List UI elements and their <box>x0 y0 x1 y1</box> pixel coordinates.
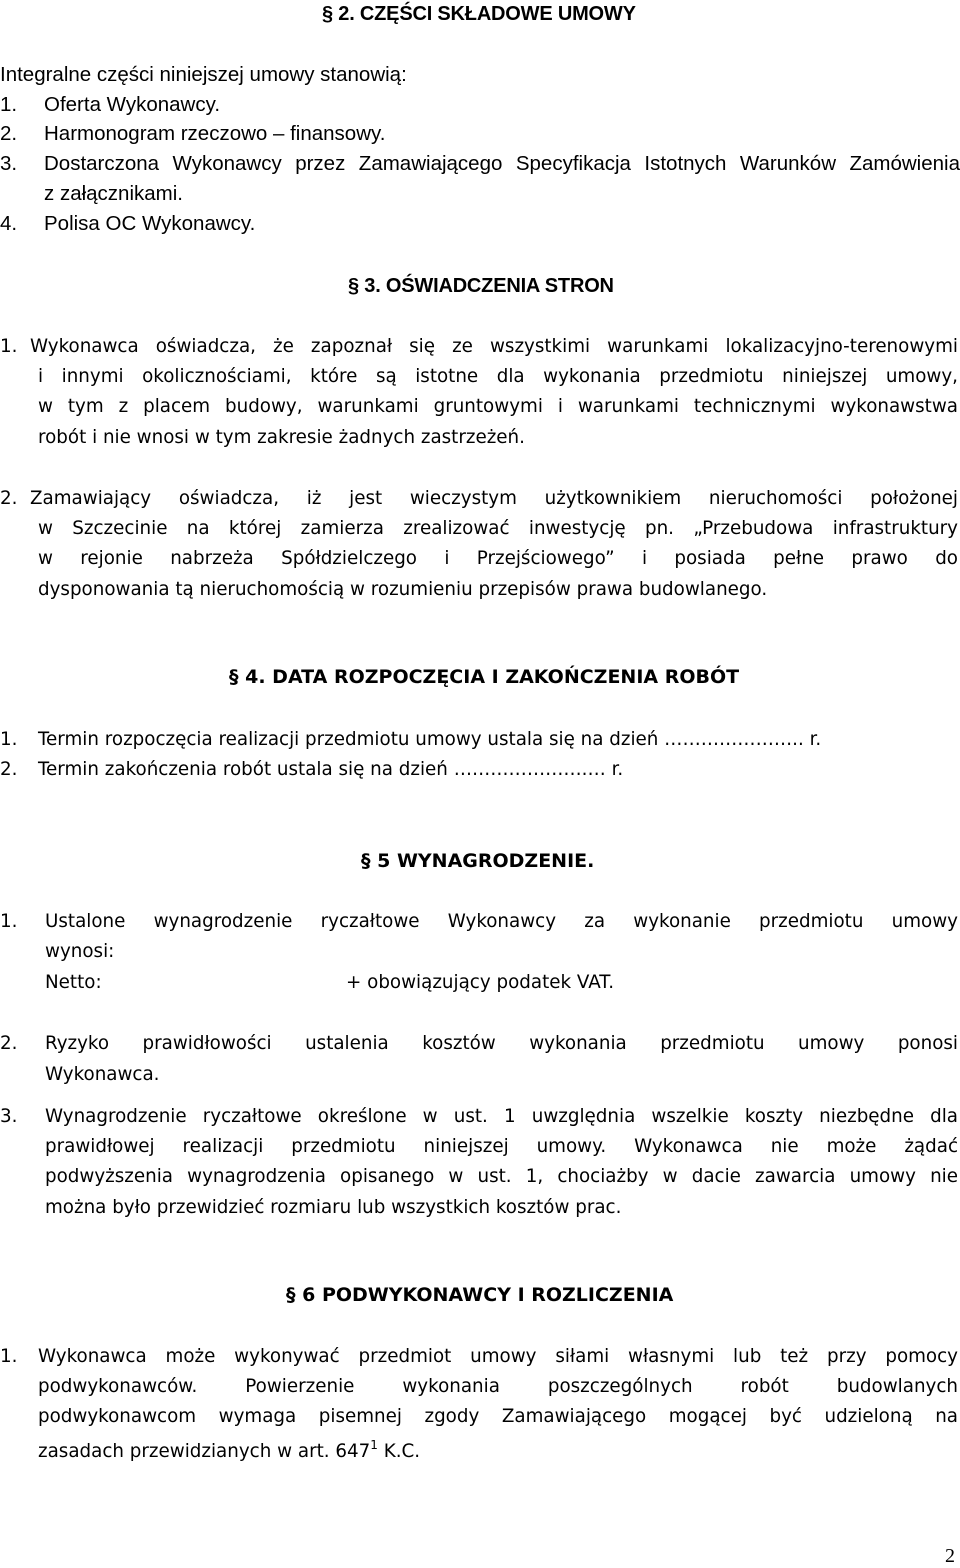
section-4-title: § 4. DATA ROZPOCZĘCIA I ZAKOŃCZENIA ROBÓT <box>229 666 740 688</box>
list-item-text: Termin rozpoczęcia realizacji przedmiotu umowy ustala się na dzień ………………….. r. <box>38 729 822 750</box>
section-2-title: § 2. CZĘŚCI SKŁADOWE UMOWY <box>322 3 636 25</box>
paragraph-line: Zamawiający oświadcza, iż jest wieczystym użytkownikiem nieruchomości położonej <box>30 488 958 509</box>
paragraph-line: Wykonawca może wykonywać przedmiot umowy siłami własnymi lub też przy pomocy <box>38 1346 958 1367</box>
paragraph-line: Wykonawca oświadcza, że zapoznał się ze wszystkimi warunkami lokalizacyjno-terenowymi <box>30 336 958 357</box>
section-5-title: § 5 WYNAGRODZENIE. <box>361 850 595 872</box>
page-number: 2 <box>945 1545 955 1567</box>
list-item-text: Polisa OC Wykonawcy. <box>44 212 256 235</box>
list-item-line: podwyższenia wynagrodzenia opisanego w ust. 1, chociażby w dacie zawarcia umowy nie <box>45 1166 958 1187</box>
paragraph-line: w rejonie nabrzeża Spółdzielczego i Przejściowego” i posiada pełne prawo do <box>38 548 958 569</box>
list-item-text: Dostarczona Wykonawcy przez Zamawiającego Specyfikacja Istotnych Warunków Zamówienia <box>44 152 960 175</box>
list-item-text: Termin zakończenia robót ustala się na dzień ………………….… r. <box>38 759 624 780</box>
list-item-line: można było przewidzieć rozmiaru lub wszystkich kosztów prac. <box>45 1197 622 1218</box>
list-item-number: 3. <box>0 152 18 175</box>
section-6-title: § 6 PODWYKONAWCY I ROZLICZENIA <box>286 1284 674 1306</box>
list-item-line: Wynagrodzenie ryczałtowe określone w ust. 1 uwzględnia wszelkie koszty niezbędne dla <box>45 1106 958 1127</box>
list-item-number: 2. <box>0 122 18 145</box>
line-text: K.C. <box>377 1441 421 1462</box>
list-item-line: Ryzyko prawidłowości ustalenia kosztów wykonania przedmiotu umowy ponosi <box>45 1033 958 1054</box>
list-item-number: 1. <box>0 729 18 750</box>
list-item-line: prawidłowej realizacji przedmiotu niniejszej umowy. Wykonawca nie może żądać <box>45 1136 958 1157</box>
paragraph-number: 1. <box>0 336 18 357</box>
list-item-number: 1. <box>0 93 18 116</box>
list-item-text: Oferta Wykonawcy. <box>44 93 221 116</box>
paragraph-line: w Szczecinie na której zamierza zrealizować inwestycję pn. „Przebudowa infrastruktury <box>38 518 958 539</box>
paragraph-line: w tym z placem budowy, warunkami gruntowymi i warunkami technicznymi wykonawstwa <box>38 396 958 417</box>
paragraph-last-line <box>38 1439 420 1461</box>
netto-value: + obowiązujący podatek VAT. <box>346 972 615 993</box>
list-item-line: wynosi: <box>45 941 115 962</box>
list-item-number: 4. <box>0 212 18 235</box>
paragraph-line: robót i nie wnosi w tym zakresie żadnych zastrzeżeń. <box>38 427 525 448</box>
list-item-line: Ustalone wynagrodzenie ryczałtowe Wykonawcy za wykonanie przedmiotu umowy <box>45 911 958 932</box>
list-item-line: Wykonawca. <box>45 1064 160 1085</box>
paragraph-line: podwykonawców. Powierzenie wykonania poszczególnych robót budowlanych <box>38 1376 958 1397</box>
list-item-number: 2. <box>0 759 18 780</box>
paragraph-number: 1. <box>0 1346 18 1367</box>
paragraph-line: dysponowania tą nieruchomością w rozumieniu przepisów prawa budowlanego. <box>38 579 768 600</box>
list-item-number: 3. <box>0 1106 18 1127</box>
list-item-text: Harmonogram rzeczowo – finansowy. <box>44 122 386 145</box>
list-item-number: 1. <box>0 911 18 932</box>
section-2-intro: Integralne części niniejszej umowy stanowią: <box>0 63 407 86</box>
paragraph-line: i innymi okolicznościami, które są istotne dla wykonania przedmiotu niniejszej umowy, <box>38 366 958 387</box>
superscript: 1 <box>370 1438 378 1452</box>
line-text: zasadach przewidzianych w art. 647 <box>38 1441 371 1462</box>
list-item-number: 2. <box>0 1033 18 1054</box>
paragraph-number: 2. <box>0 488 18 509</box>
netto-label: Netto: <box>45 972 102 993</box>
paragraph-line: podwykonawcom wymaga pisemnej zgody Zamawiającego mogącej być udzieloną na <box>38 1406 958 1427</box>
section-3-title: § 3. OŚWIADCZENIA STRON <box>348 275 614 297</box>
list-item-text-continued: z załącznikami. <box>44 182 183 205</box>
